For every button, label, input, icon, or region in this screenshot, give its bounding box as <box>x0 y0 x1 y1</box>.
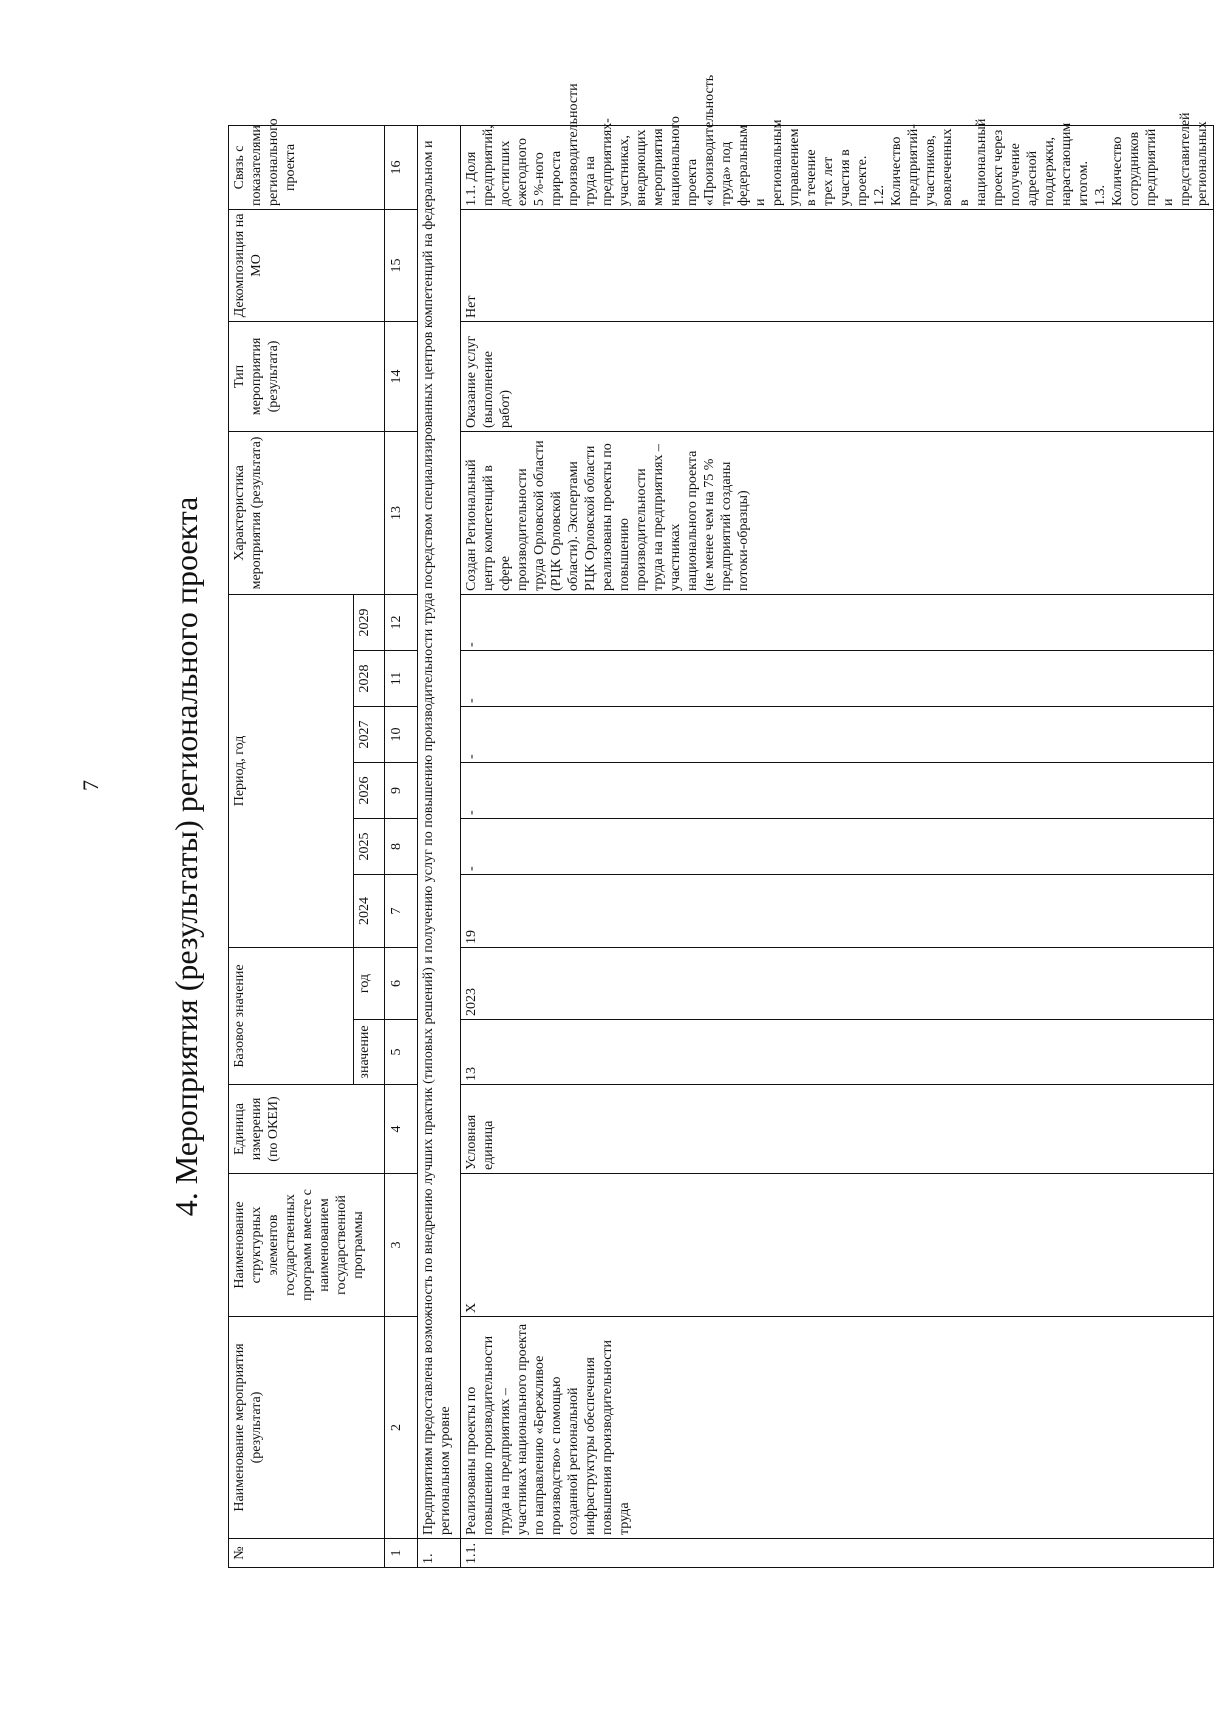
column-number: 2 <box>385 1317 418 1539</box>
row-structural: Х <box>461 1174 1214 1317</box>
column-number: 16 <box>385 125 418 209</box>
column-number: 12 <box>385 594 418 650</box>
header-base-year: год <box>354 947 385 1019</box>
row-unit: Условная единица <box>461 1085 1214 1174</box>
header-type: Тип мероприятия (результата) <box>229 321 385 431</box>
header-year-2026: 2026 <box>354 762 385 818</box>
column-number: 7 <box>385 874 418 947</box>
row-year-2024: 19 <box>461 874 1214 947</box>
row-name: Реализованы проекты по повышению производительности труда на предприятиях – участниках национального проекта по направлению «Бережливое производство» с помощью созданной региональной инфраструктуры обеспечения повышения производительности труда <box>461 1317 1214 1539</box>
row-decomposition: Нет <box>461 209 1214 321</box>
header-year-2028: 2028 <box>354 650 385 706</box>
header-base-value: значение <box>354 1020 385 1085</box>
column-number: 5 <box>385 1020 418 1085</box>
row-year-2025: - <box>461 818 1214 874</box>
header-decomposition: Декомпозиция на МО <box>229 209 385 321</box>
page-number: 7 <box>78 780 103 791</box>
header-year-2027: 2027 <box>354 706 385 762</box>
column-number: 10 <box>385 706 418 762</box>
header-year-2025: 2025 <box>354 818 385 874</box>
header-unit: Единица измерения (по ОКЕИ) <box>229 1085 385 1174</box>
column-number: 4 <box>385 1085 418 1174</box>
row-characteristic: Создан Региональный центр компетенций в сфере производительности труда Орловской области (РЦК Орловской области). Экспертами РЦК Орловской области реализованы проекты по повышению производительности труда на предприятиях – участниках национального проекта (не менее чем на 75 % предприятий созданы потоки-образцы) <box>461 431 1214 594</box>
row-base-value: 13 <box>461 1020 1214 1085</box>
column-number: 15 <box>385 209 418 321</box>
section-text: Предприятиям предоставлена возможность по внедрению лучших практик (типовых решений) и получению услуг по повышению производительности труда посредством специализированных центров компетенций на федеральном и региональном уровне <box>418 125 461 1538</box>
column-number: 1 <box>385 1539 418 1568</box>
row-base-year: 2023 <box>461 947 1214 1019</box>
results-table <box>228 74 1214 1568</box>
column-number: 6 <box>385 947 418 1019</box>
column-number: 13 <box>385 431 418 594</box>
column-number: 11 <box>385 650 418 706</box>
row-num: 1.1. <box>461 1539 1214 1568</box>
column-number: 3 <box>385 1174 418 1317</box>
header-characteristic: Характеристика мероприятия (результата) <box>229 431 385 594</box>
section-num: 1. <box>418 1539 461 1568</box>
row-year-2026: - <box>461 762 1214 818</box>
header-year-2029: 2029 <box>354 594 385 650</box>
row-year-2027: - <box>461 706 1214 762</box>
header-name: Наименование мероприятия (результата) <box>229 1317 385 1539</box>
row-type: Оказание услуг (выполнение работ) <box>461 321 1214 431</box>
header-structural: Наименование структурных элементов государственных программ вместе с наименованием государственной программы <box>229 1174 385 1317</box>
row-link: 1.1. Доля предприятий, достигших ежегодного 5 %-ного прироста производительности труда на предприятиях-участниках, внедряющих мероприятия национального проекта «Производительность труда» под федеральным и региональным управлением в течение трех лет участия в проекте. 1.2. Количество предприятий-участников, вовлеченных в национальный проект через получение адресной поддержки, нарастающим итогом. 1.3. Количество сотрудников предприятий и представителей региональных <box>461 125 1214 209</box>
column-number: 14 <box>385 321 418 431</box>
header-period: Период, год <box>229 594 354 947</box>
section-title: 4. Мероприятия (результаты) регионального проекта <box>168 496 204 1217</box>
header-year-2024: 2024 <box>354 874 385 947</box>
header-link: Связь с показателями регионального проекта <box>229 125 385 209</box>
row-year-2029: - <box>461 594 1214 650</box>
row-year-2028: - <box>461 650 1214 706</box>
header-base: Базовое значение <box>229 947 354 1084</box>
header-num: № <box>229 1539 385 1568</box>
column-number: 9 <box>385 762 418 818</box>
table-row <box>461 125 1214 1567</box>
column-number: 8 <box>385 818 418 874</box>
